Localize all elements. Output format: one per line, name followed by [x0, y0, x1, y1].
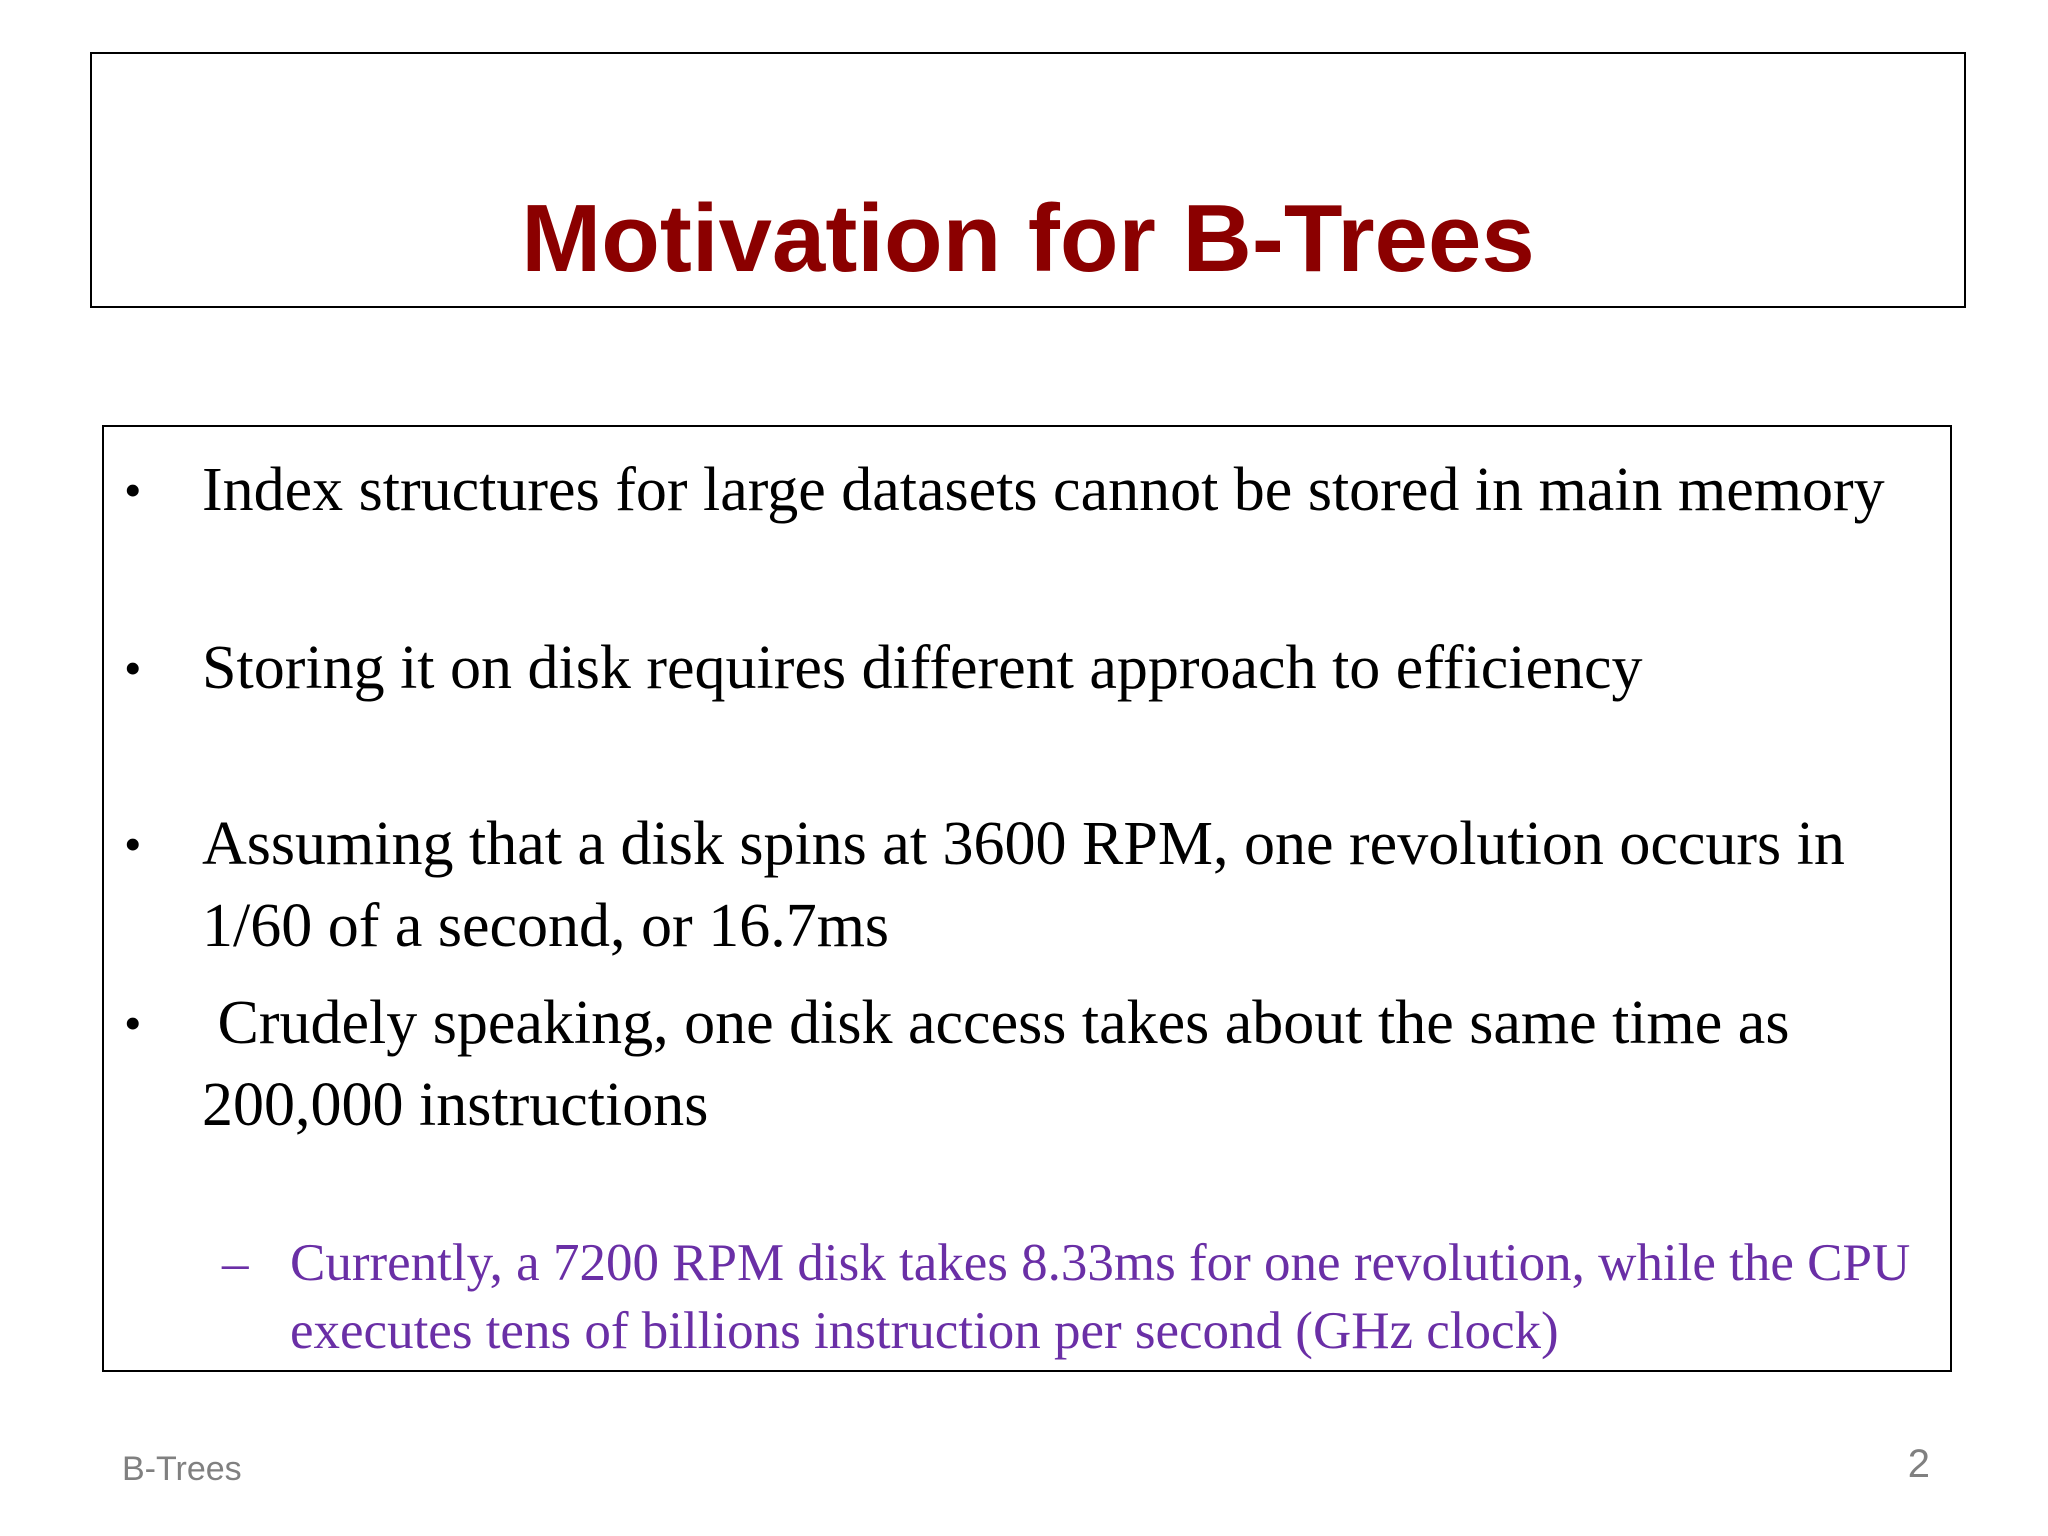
- bullet-item: [104, 803, 1954, 973]
- bullet-marker: •: [124, 816, 142, 872]
- footer-label: B-Trees: [122, 1450, 242, 1488]
- bullet-marker: •: [124, 462, 142, 518]
- sub-bullet-item: [104, 1229, 1954, 1369]
- bullet-text: Crudely speaking, one disk access takes about the same time as 200,000 instructions: [202, 989, 1805, 1139]
- content-box: [102, 425, 1952, 1372]
- bullet-marker: •: [124, 995, 142, 1051]
- bullet-text: Storing it on disk requires different approach to efficiency: [202, 634, 1643, 702]
- bullet-item: [104, 982, 1954, 1152]
- sub-bullet-marker: –: [222, 1234, 249, 1292]
- bullet-item: [104, 449, 1954, 619]
- page-number: 2: [1907, 1442, 1930, 1486]
- bullet-marker: •: [124, 640, 142, 696]
- bullet-text: Index structures for large datasets cannot be stored in main memory: [202, 456, 1885, 524]
- sub-bullet-text: Currently, a 7200 RPM disk takes 8.33ms for one revolution, while the CPU executes tens of billions instruction per second (GHz clock): [290, 1234, 1911, 1360]
- bullet-text: Assuming that a disk spins at 3600 RPM, one revolution occurs in 1/60 of a second, or 16.7ms: [202, 810, 1845, 960]
- title-box: [90, 52, 1966, 308]
- slide-title: Motivation for B-Trees: [521, 185, 1535, 292]
- bullet-item: [104, 627, 1954, 717]
